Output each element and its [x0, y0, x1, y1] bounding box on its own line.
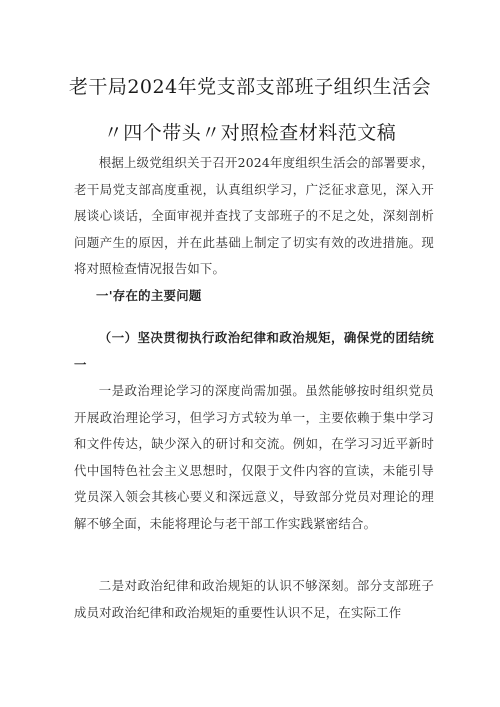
document-title-line2: 〃四个带头〃对照检查材料范文稿 [103, 122, 397, 144]
intro-paragraph: 根据上级党组织关于召开2024年度组织生活会的部署要求，老干局党支部高度重视，认真组织学习，广泛征求意见，深入开展谈心谈话，全面审视并查找了支部班子的不足之处，深刻剖析问题产生的原因，并在此基础上制定了切实有效的改进措施。现将对照检查情况报告如下。 [74, 155, 434, 276]
subsection-heading: （一）坚决贯彻执行政治纪律和政治规矩，确保党的团结统一 [74, 330, 434, 372]
body-paragraph-2: 二是对政治纪律和政治规矩的认识不够深刻。部分支部班子成员对政治纪律和政治规矩的重要性认识不足，在实际工作 [74, 578, 434, 620]
body-paragraph-1: 一是政治理论学习的深度尚需加强。虽然能够按时组织党员开展政治理论学习，但学习方式较为单一，主要依赖于集中学习和文件传达，缺少深入的研讨和交流。例如，在学习习近平新时代中国特色社会主义思想时，仅限于文件内容的宣读，未能引导党员深入领会其核心要义和深远意义，导致部分党员对理论的理解不够全面，未能将理论与老干部工作实践紧密结合。 [74, 383, 434, 531]
section-heading: 一'存在的主要问题 [96, 288, 202, 303]
document-title-line1: 老干局2024年党支部支部班子组织生活会 [68, 76, 432, 98]
